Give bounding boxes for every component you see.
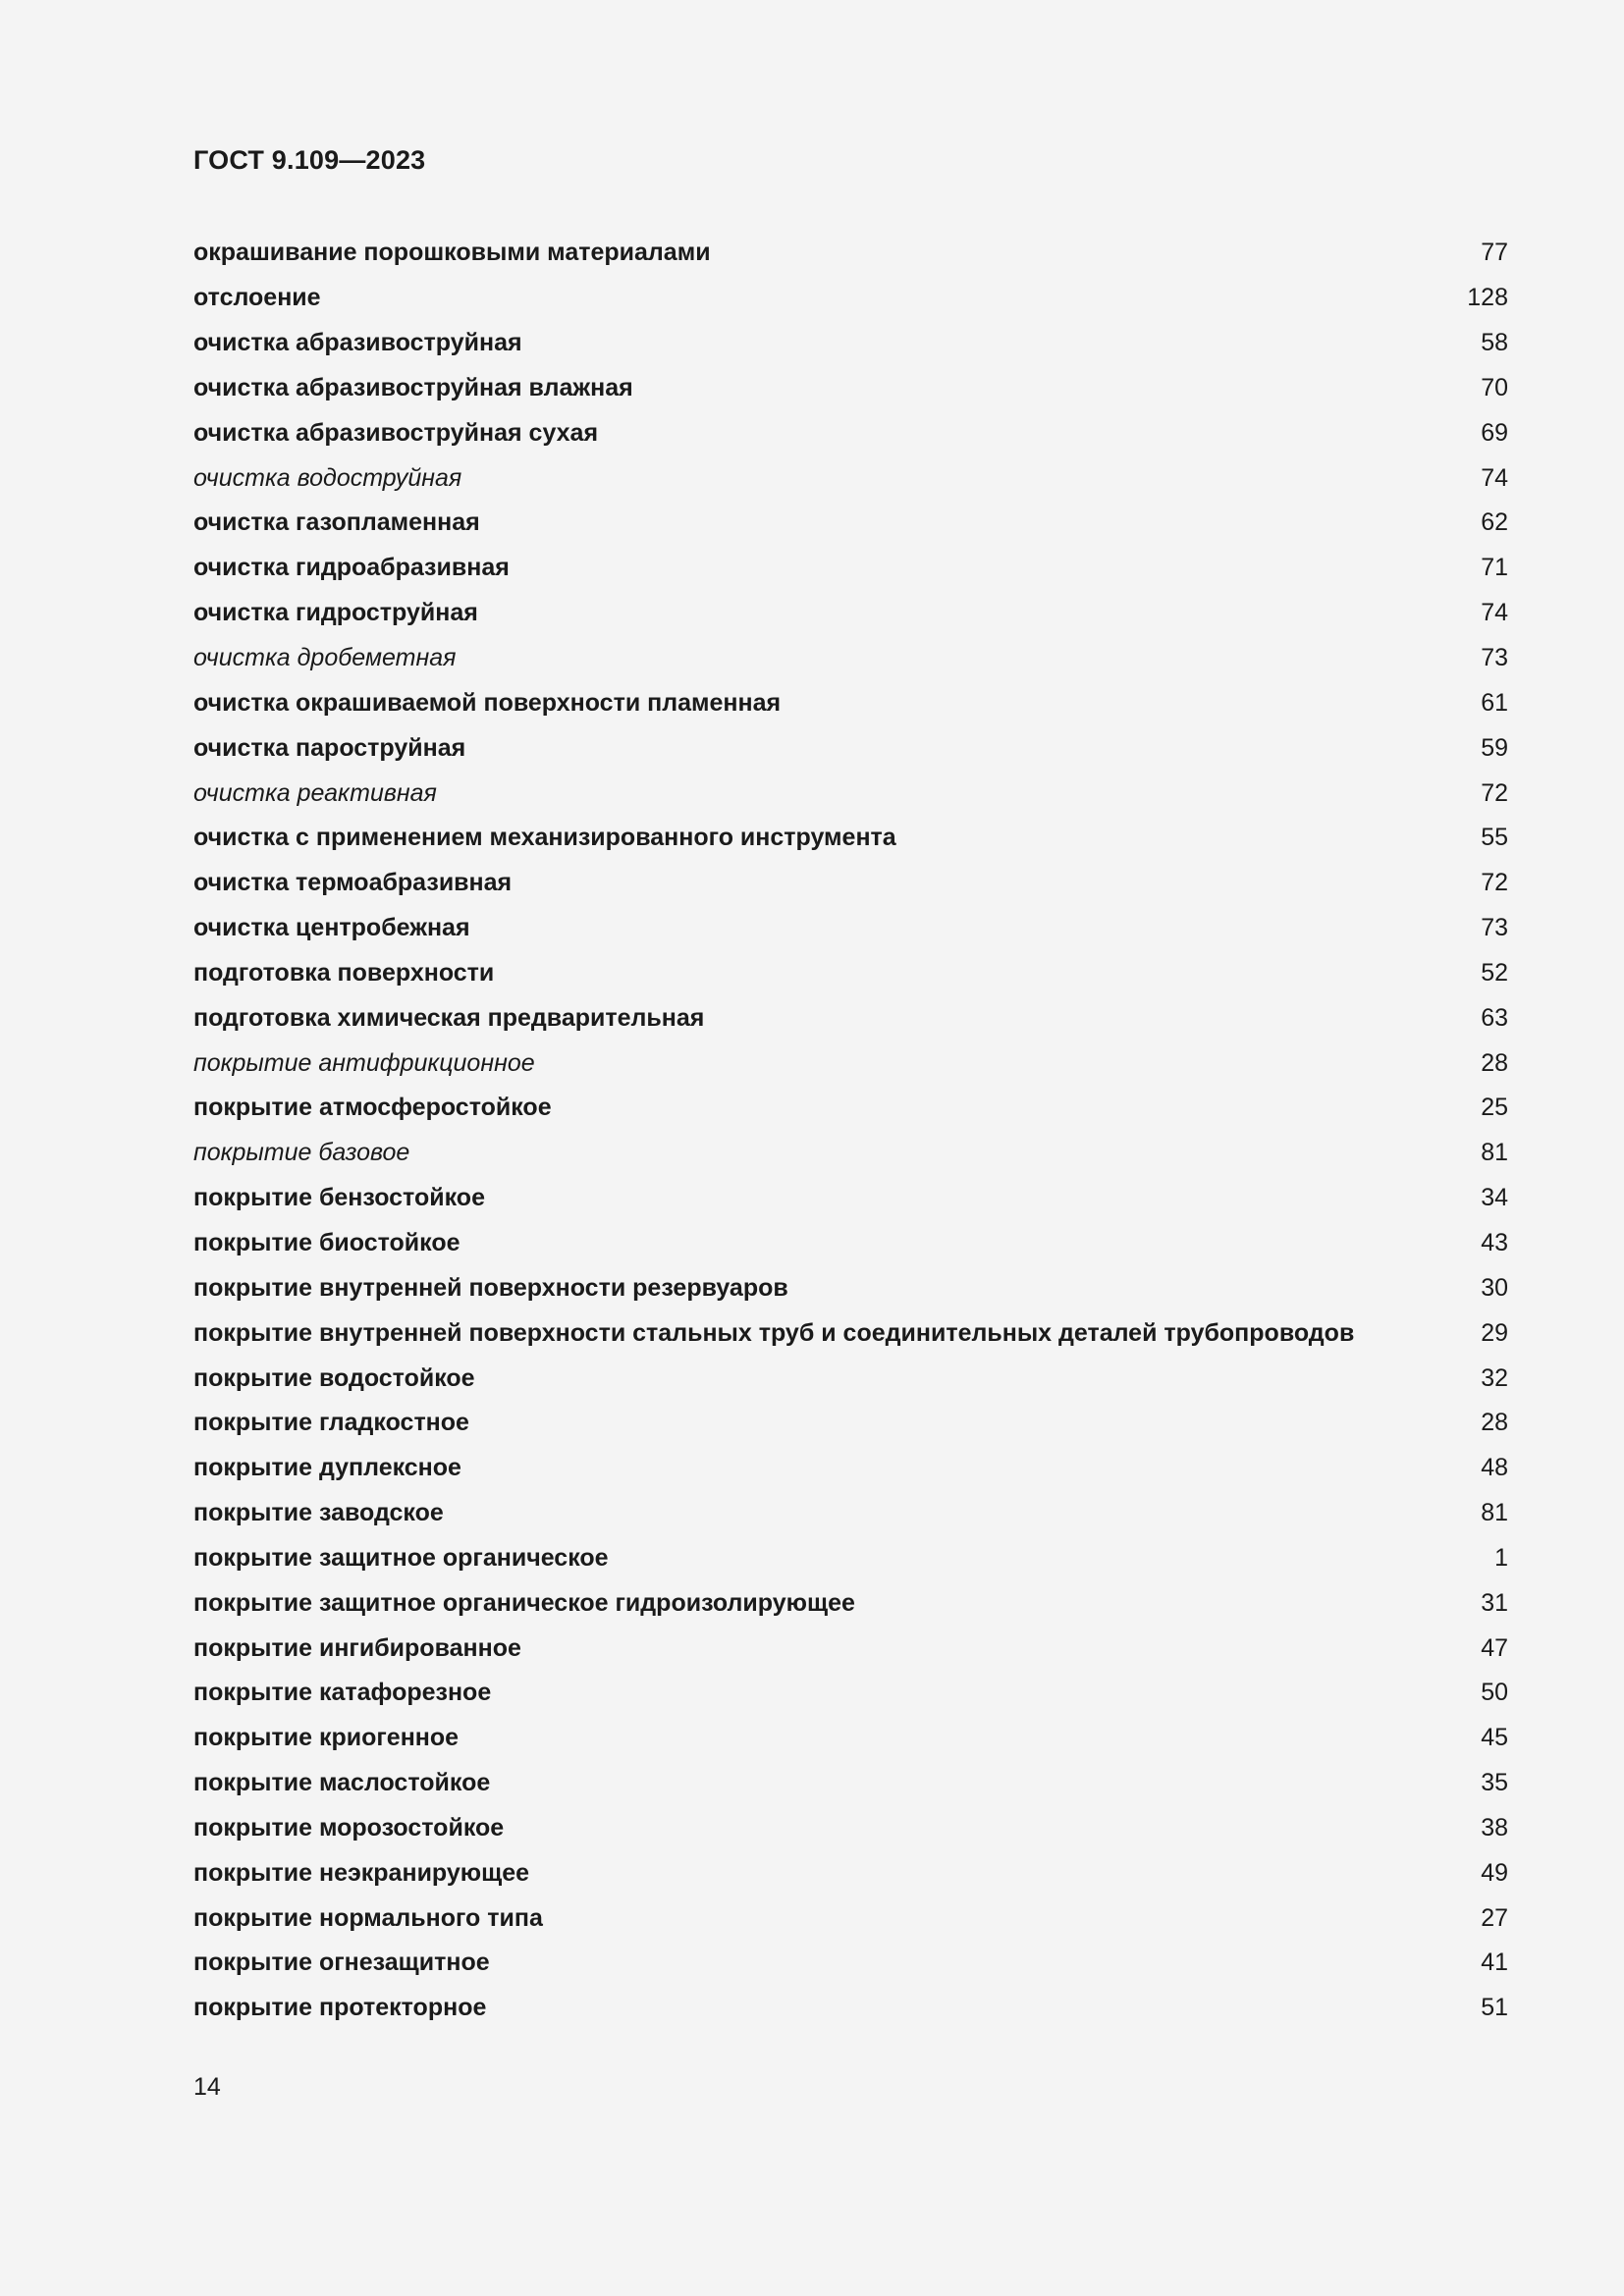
index-term-number: 50 <box>1481 1679 1508 1707</box>
index-entry <box>193 410 1508 455</box>
index-entry <box>193 1131 1508 1176</box>
index-entry <box>193 1986 1508 2031</box>
index-term-number: 38 <box>1481 1813 1508 1842</box>
index-term: очистка с применением механизированного инструмента <box>193 824 896 852</box>
index-entry <box>193 1580 1508 1626</box>
index-term: покрытие криогенное <box>193 1724 460 1752</box>
index-entry <box>193 366 1508 411</box>
index-entry <box>193 276 1508 321</box>
index-term-number: 74 <box>1481 463 1508 492</box>
index-term-number: 51 <box>1481 1994 1508 2022</box>
index-term: покрытие бензостойкое <box>193 1184 485 1212</box>
index-term: отслоение <box>193 284 321 312</box>
index-term: покрытие заводское <box>193 1499 444 1527</box>
index-term: очистка дробеметная <box>193 644 457 672</box>
index-entry <box>193 771 1508 816</box>
index-term: очистка водоструйная <box>193 463 462 492</box>
index-term: покрытие катафорезное <box>193 1679 492 1707</box>
index-term-number: 31 <box>1481 1588 1508 1617</box>
index-entry <box>193 1401 1508 1446</box>
index-term: очистка газопламенная <box>193 508 480 537</box>
index-entry <box>193 1941 1508 1986</box>
index-entry <box>193 591 1508 636</box>
index-term-number: 35 <box>1481 1769 1508 1797</box>
index-term: покрытие водостойкое <box>193 1363 475 1392</box>
index-term-number: 43 <box>1481 1228 1508 1256</box>
index-term: очистка абразивоструйная сухая <box>193 418 599 447</box>
index-term-number: 62 <box>1481 508 1508 537</box>
index-entry <box>193 906 1508 951</box>
index-term: очистка абразивоструйная <box>193 329 522 357</box>
index-entry <box>193 951 1508 996</box>
index-entry <box>193 995 1508 1041</box>
index-entry <box>193 1761 1508 1806</box>
index-entry <box>193 1446 1508 1491</box>
index-term: покрытие нормального типа <box>193 1903 543 1932</box>
index-term-number: 63 <box>1481 1003 1508 1032</box>
index-term-number: 59 <box>1481 733 1508 762</box>
index-term: покрытие маслостойкое <box>193 1769 491 1797</box>
index-term: покрытие защитное органическое гидроизолирующее <box>193 1588 855 1617</box>
index-term: покрытие ингибированное <box>193 1633 521 1662</box>
index-term: покрытие морозостойкое <box>193 1813 505 1842</box>
index-term: покрытие неэкранирующее <box>193 1858 530 1887</box>
index-entry <box>193 816 1508 861</box>
index-entry <box>193 1176 1508 1221</box>
index-entry <box>193 725 1508 771</box>
index-entry <box>193 501 1508 546</box>
index-term-number: 29 <box>1481 1318 1508 1347</box>
index-term-number: 81 <box>1481 1499 1508 1527</box>
index-term-number: 128 <box>1467 284 1508 312</box>
index-entry <box>193 1221 1508 1266</box>
index-term-number: 41 <box>1481 1949 1508 1977</box>
index-term: очистка абразивоструйная влажная <box>193 373 633 401</box>
index-term-number: 1 <box>1494 1543 1508 1572</box>
index-entry <box>193 1086 1508 1131</box>
index-term-number: 34 <box>1481 1184 1508 1212</box>
index-entry <box>193 1265 1508 1310</box>
index-entry <box>193 680 1508 725</box>
index-term-number: 61 <box>1481 688 1508 717</box>
index-term-number: 25 <box>1481 1094 1508 1122</box>
index-term: очистка пароструйная <box>193 733 466 762</box>
index-term: очистка гидроабразивная <box>193 554 510 582</box>
index-term: покрытие протекторное <box>193 1994 487 2022</box>
index-term: покрытие огнезащитное <box>193 1949 490 1977</box>
index-term-number: 28 <box>1481 1048 1508 1077</box>
index-term: очистка окрашиваемой поверхности пламенная <box>193 688 782 717</box>
index-term: очистка центробежная <box>193 914 470 942</box>
index-term: покрытие внутренней поверхности стальных труб и соединительных деталей трубопроводов <box>193 1318 1355 1347</box>
index-entry <box>193 321 1508 366</box>
index-term: окрашивание порошковыми материалами <box>193 239 711 267</box>
index-term: очистка термоабразивная <box>193 869 513 897</box>
index-term-number: 47 <box>1481 1633 1508 1662</box>
index-term-number: 49 <box>1481 1858 1508 1887</box>
document-header: ГОСТ 9.109—2023 <box>193 145 426 175</box>
index-term: покрытие дуплексное <box>193 1454 461 1482</box>
index-term: покрытие атмосферостойкое <box>193 1094 552 1122</box>
index-entry <box>193 1041 1508 1086</box>
index-term-number: 73 <box>1481 644 1508 672</box>
index-term: покрытие защитное органическое <box>193 1543 609 1572</box>
index-term-number: 72 <box>1481 778 1508 807</box>
index-term-number: 48 <box>1481 1454 1508 1482</box>
index-entry <box>193 546 1508 591</box>
index-entry <box>193 1310 1508 1356</box>
index-term: покрытие антифрикционное <box>193 1048 535 1077</box>
page-number: 14 <box>193 2073 221 2101</box>
index-term: подготовка поверхности <box>193 958 495 987</box>
index-term-number: 74 <box>1481 599 1508 627</box>
index-term-number: 52 <box>1481 958 1508 987</box>
index-term-number: 69 <box>1481 418 1508 447</box>
index-term-number: 72 <box>1481 869 1508 897</box>
index-term-number: 45 <box>1481 1724 1508 1752</box>
index-term: покрытие внутренней поверхности резервуаров <box>193 1273 788 1302</box>
index-entry <box>193 636 1508 681</box>
index-term-number: 58 <box>1481 329 1508 357</box>
index-term-number: 30 <box>1481 1273 1508 1302</box>
index-entry <box>193 1850 1508 1896</box>
index-entry <box>193 1626 1508 1671</box>
index-entry <box>193 1896 1508 1941</box>
index-entry <box>193 455 1508 501</box>
index-entry <box>193 1535 1508 1580</box>
index-term-number: 81 <box>1481 1139 1508 1167</box>
index-term-number: 71 <box>1481 554 1508 582</box>
index-term: покрытие гладкостное <box>193 1409 469 1437</box>
alphabetical-index-list <box>193 231 1508 2031</box>
index-term-number: 28 <box>1481 1409 1508 1437</box>
index-term-number: 27 <box>1481 1903 1508 1932</box>
index-entry <box>193 1491 1508 1536</box>
index-entry <box>193 861 1508 906</box>
index-term: подготовка химическая предварительная <box>193 1003 705 1032</box>
index-term: очистка реактивная <box>193 778 437 807</box>
index-entry <box>193 1716 1508 1761</box>
index-entry <box>193 1671 1508 1716</box>
index-entry <box>193 231 1508 276</box>
index-term: покрытие биостойкое <box>193 1228 460 1256</box>
index-term: покрытие базовое <box>193 1139 410 1167</box>
index-entry <box>193 1806 1508 1851</box>
index-entry <box>193 1356 1508 1401</box>
index-term-number: 32 <box>1481 1363 1508 1392</box>
index-term-number: 77 <box>1481 239 1508 267</box>
index-term: очистка гидроструйная <box>193 599 478 627</box>
index-term-number: 70 <box>1481 373 1508 401</box>
index-term-number: 55 <box>1481 824 1508 852</box>
index-term-number: 73 <box>1481 914 1508 942</box>
